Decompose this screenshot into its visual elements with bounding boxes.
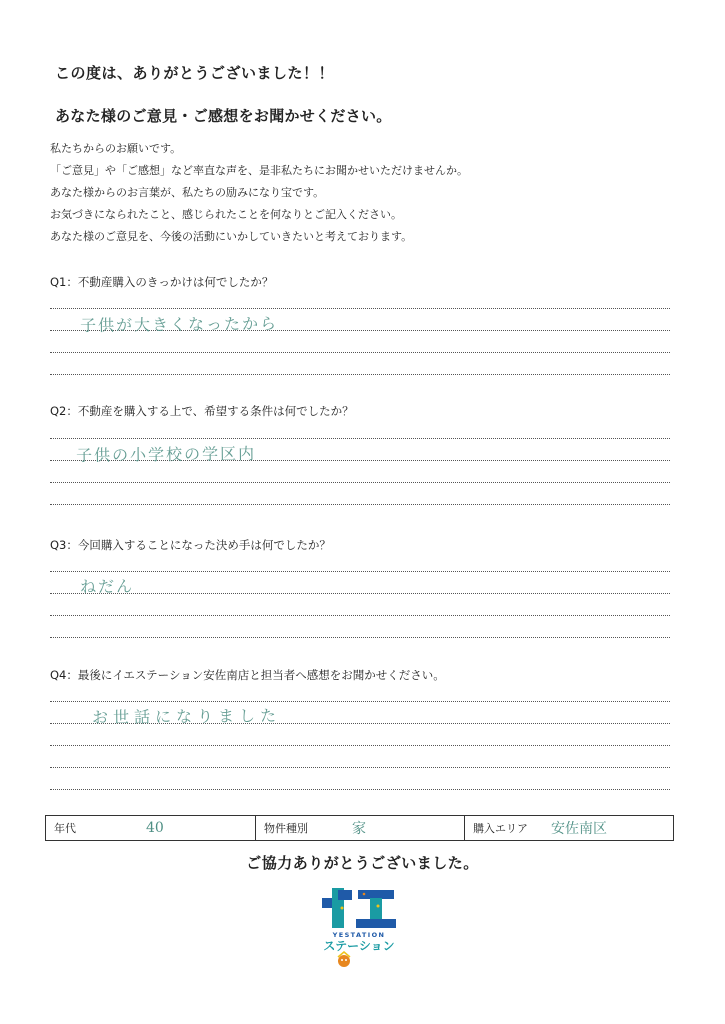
age-value: 40	[146, 820, 164, 836]
page-title: この度は、ありがとうございました！！	[55, 64, 335, 82]
purchase-area-cell[interactable]	[465, 816, 673, 840]
purchase-area-value: 安佐南区	[551, 821, 607, 837]
question-4-answer: お世話になりました	[91, 706, 282, 727]
age-cell[interactable]	[46, 816, 256, 840]
logo-mascot-icon	[338, 952, 350, 967]
purchase-area-label: 購入エリア	[473, 822, 528, 835]
question-3-label: Q3：今回購入することになった決め手は何でしたか？	[50, 538, 331, 552]
page-subtitle: あなた様のご意見・ご感想をお聞かせください。	[55, 107, 392, 125]
question-4-label: Q4：最後にイエステーション安佐南店と担当者へ感想をお聞かせください。	[50, 668, 445, 682]
intro-line: 「ご意見」や「ご感想」など率直な声を、是非私たちにお聞かせいただけませんか。	[50, 164, 468, 177]
question-1-answer: 子供が大きくなったから	[79, 313, 279, 336]
question-1-label: Q1：不動産購入のきっかけは何でしたか？	[50, 275, 274, 289]
intro-line: お気づきになられたこと、感じられたことを何なりとご記入ください。	[50, 208, 402, 221]
info-table	[45, 815, 674, 841]
intro-line: 私たちからのお願いです。	[50, 142, 182, 155]
question-3-answer: ねだん	[79, 576, 135, 597]
thanks-message: ご協力ありがとうございました。	[246, 854, 479, 872]
property-type-cell[interactable]	[256, 816, 465, 840]
question-2-answer: 子供の小学校の学区内	[75, 444, 257, 465]
age-label: 年代	[54, 822, 76, 835]
logo-band-text: YESTATION	[332, 931, 386, 939]
intro-text	[50, 138, 468, 248]
intro-line: あなた様のご意見を、今後の活動にいかしていきたいと考えております。	[50, 230, 413, 243]
question-2-label: Q2：不動産を購入する上で、希望する条件は何でしたか？	[50, 404, 354, 418]
yestation-logo	[318, 884, 400, 974]
logo-mark	[322, 888, 396, 928]
property-type-label: 物件種別	[264, 822, 308, 835]
property-type-value: 家	[352, 821, 366, 837]
logo-brand-text: ステーション	[323, 939, 395, 953]
intro-line: あなた様からのお言葉が、私たちの励みになり宝です。	[50, 186, 325, 199]
